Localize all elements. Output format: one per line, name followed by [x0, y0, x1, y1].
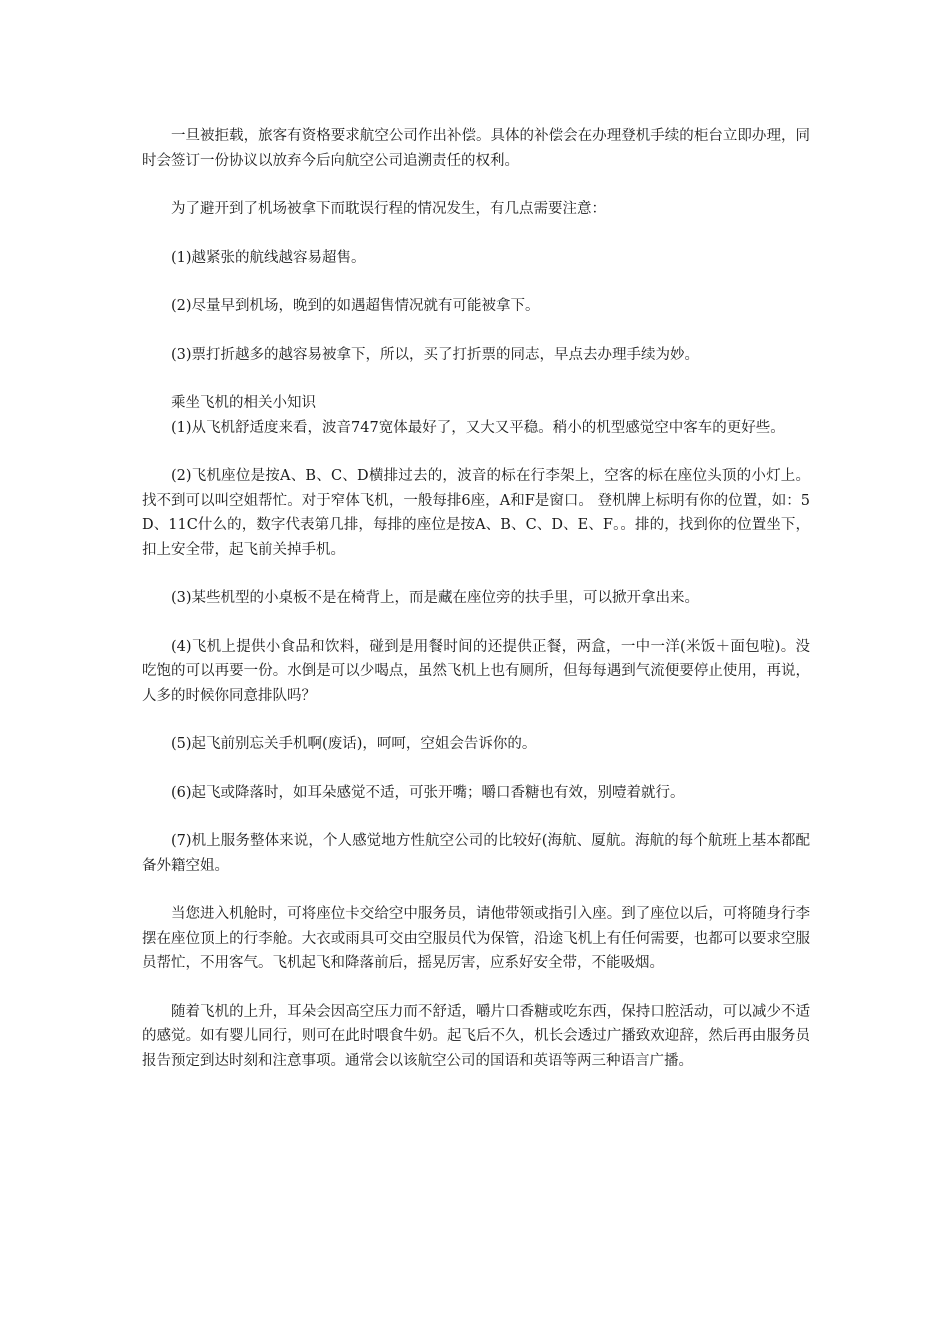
paragraph-compensation: 一旦被拒载，旅客有资格要求航空公司作出补偿。具体的补偿会在办理登机手续的柜台立即办理，同时会签订一份协议以放弃今后向航空公司追溯责任的权利。	[142, 128, 810, 169]
paragraph-tip-3: (3)票打折越多的越容易被拿下，所以，买了打折票的同志，早点去办理手续为妙。	[171, 346, 700, 363]
paragraph-tips-intro: 为了避开到了机场被拿下而耽误行程的情况发生，有几点需要注意：	[171, 201, 606, 217]
paragraph-tip-2: (2)尽量早到机场，晚到的如遇超售情况就有可能被拿下。	[171, 298, 540, 314]
paragraph-knowledge-5: (5)起飞前别忘关手机啊(废话)，呵呵，空姐会告诉你的。	[171, 736, 537, 752]
paragraph-takeoff: 随着飞机的上升，耳朵会因高空压力而不舒适，嚼片口香糖或吃东西，保持口腔活动，可以减少不适的感觉。如有婴儿同行，则可在此时喂食牛奶。起飞后不久，机长会透过广播致欢迎辞，然后再由服务员报告预定到达时刻和注意事项。通常会以该航空公司的国语和英语等两三种语言广播。	[142, 1003, 810, 1069]
paragraph-knowledge-1: (1)从飞机舒适度来看，波音747宽体最好了，又大又平稳。稍小的机型感觉空中客车的更好些。	[171, 419, 785, 436]
paragraph-knowledge-3: (3)某些机型的小桌板不是在椅背上，而是藏在座位旁的扶手里，可以掀开拿出来。	[171, 590, 700, 606]
paragraph-tip-1: (1)越紧张的航线越容易超售。	[171, 249, 366, 266]
section-heading-flight-knowledge: 乘坐飞机的相关小知识	[171, 395, 316, 411]
paragraph-knowledge-6: (6)起飞或降落时，如耳朵感觉不适，可张开嘴；嚼口香糖也有效，别噎着就行。	[171, 784, 685, 801]
document-page	[142, 124, 810, 1073]
paragraph-boarding: 当您进入机舱时，可将座位卡交给空中服务员，请他带领或指引入座。到了座位以后，可将随身行李摆在座位顶上的行李舱。大衣或雨具可交由空服员代为保管，沿途飞机上有任何需要，也都可以要求空服员帮忙，不用客气。飞机起飞和降落前后，摇晃厉害，应系好安全带，不能吸烟。	[142, 906, 810, 971]
paragraph-knowledge-2: (2)飞机座位是按A、B、C、D横排过去的，波音的标在行李架上，空客的标在座位头顶的小灯上。找不到可以叫空姐帮忙。对于窄体飞机，一般每排6座，A和F是窗口。 登机牌上标明有你的位置，如：5D、11C什么的，数字代表第几排，每排的座位是按A、B、C、D、E、F。。排的，找到你的位置坐下，扣上安全带，起飞前关掉手机。	[142, 468, 810, 558]
paragraph-knowledge-4: (4)飞机上提供小食品和饮料，碰到是用餐时间的还提供正餐，两盒，一中一洋(米饭＋面包啦)。没吃饱的可以再要一份。水倒是可以少喝点，虽然飞机上也有厕所，但每每遇到气流便要停止使用，再说，人多的时候你同意排队吗？	[142, 638, 810, 704]
paragraph-knowledge-7: (7)机上服务整体来说，个人感觉地方性航空公司的比较好(海航、厦航。海航的每个航班上基本都配备外籍空姐。	[142, 833, 810, 874]
